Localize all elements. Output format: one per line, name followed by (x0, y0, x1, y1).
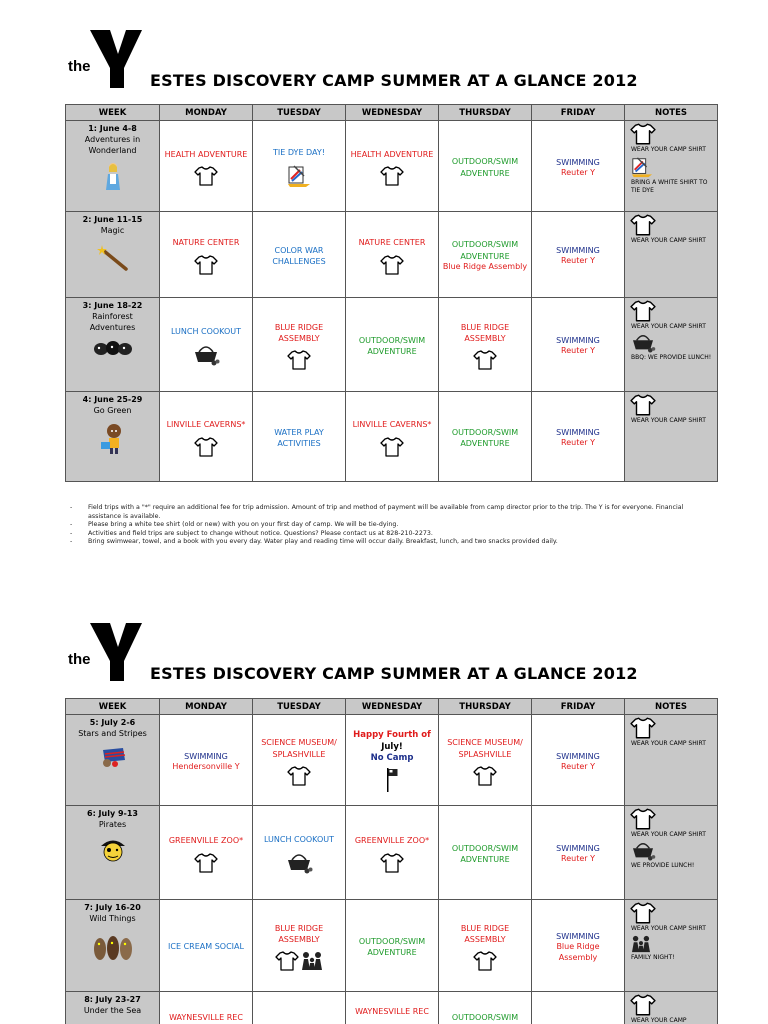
day-cell (439, 900, 532, 992)
day-cell (346, 715, 439, 806)
picnic-basket-icon (192, 344, 220, 366)
activity-text: OUTDOOR/SWIM ADVENTURE (451, 157, 519, 178)
day-cell (160, 715, 253, 806)
activity-text: GREENVILLE ZOO* (168, 836, 244, 846)
activity-text: NATURE CENTER (358, 238, 426, 248)
day-cell (160, 992, 253, 1024)
day-cell (253, 121, 346, 212)
page-title: ESTES DISCOVERY CAMP SUMMER AT A GLANCE 2012 (150, 664, 638, 683)
tshirt-icon (275, 951, 299, 971)
activity-text: SWIMMING (556, 336, 600, 345)
tshirt-icon (630, 300, 656, 322)
week-number: 8: July 23-27 (84, 995, 141, 1004)
schedule-table-june (65, 104, 718, 482)
picnic-basket-icon (630, 333, 656, 353)
col-week: WEEK (66, 699, 160, 715)
note-text: WEAR YOUR CAMP (631, 1017, 687, 1024)
activity-text: SCIENCE MUSEUM/ SPLASHVILLE (261, 738, 337, 759)
week-number: 4: June 25-29 (82, 395, 143, 404)
week-cell (66, 715, 160, 806)
day-cell (160, 900, 253, 992)
tshirt-icon (630, 717, 656, 739)
week-cell (66, 392, 160, 482)
tshirt-icon (630, 123, 656, 145)
activity-text: SWIMMING (556, 157, 600, 167)
tshirt-icon (473, 350, 497, 370)
rainforest-animals-icon (93, 339, 133, 357)
holiday-text: July! (381, 741, 403, 752)
footnotes-list (70, 504, 710, 547)
tshirt-icon (380, 437, 404, 457)
day-cell (532, 212, 625, 298)
activity-text: SWIMMING (184, 751, 228, 761)
activity-text: OUTDOOR/SWIM (451, 1013, 519, 1022)
week-theme: Rainforest Adventures (89, 311, 136, 332)
col-tuesday: TUESDAY (253, 105, 346, 121)
col-monday: MONDAY (160, 105, 253, 121)
day-cell (160, 392, 253, 482)
picnic-basket-icon (285, 852, 313, 874)
week-number: 6: July 9-13 (87, 809, 138, 818)
week-cell (66, 900, 160, 992)
col-thursday: THURSDAY (439, 699, 532, 715)
table-row (66, 298, 718, 392)
holiday-text: Happy Fourth of (353, 730, 431, 741)
week-number: 1: June 4-8 (88, 124, 137, 133)
day-cell (439, 992, 532, 1024)
col-wednesday: WEDNESDAY (346, 105, 439, 121)
notes-cell (625, 992, 718, 1024)
week-theme: Adventures in Wonderland (84, 134, 141, 155)
activity-text: TIE DYE DAY! (272, 147, 325, 157)
activity-text: SWIMMING (556, 931, 600, 941)
day-cell (253, 298, 346, 392)
activity-text: LUNCH COOKOUT (170, 327, 242, 337)
week-cell (66, 298, 160, 392)
table-header-row (66, 105, 718, 121)
activity-text: GREENVILLE ZOO* (354, 836, 430, 846)
activity-location: Hendersonville Y (172, 761, 240, 771)
activity-location: Blue Ridge Assembly (442, 261, 528, 271)
day-cell (253, 392, 346, 482)
week-theme: Wild Things (89, 913, 136, 923)
notes-cell (625, 806, 718, 900)
day-cell (253, 900, 346, 992)
note-text: WEAR YOUR CAMP SHIRT (631, 417, 706, 424)
notes-cell (625, 392, 718, 482)
tshirt-icon (194, 437, 218, 457)
activity-text: WAYNESVILLE REC (169, 1013, 243, 1022)
week-cell (66, 121, 160, 212)
picnic-basket-icon (630, 841, 656, 861)
tshirt-icon (380, 853, 404, 873)
activity-text: OUTDOOR/SWIM ADVENTURE (451, 240, 519, 261)
day-cell (346, 298, 439, 392)
tshirt-icon (287, 766, 311, 786)
col-week: WEEK (66, 105, 160, 121)
table-row (66, 992, 718, 1024)
activity-text: OUTDOOR/SWIM ADVENTURE (358, 335, 426, 356)
day-cell (532, 900, 625, 992)
logo-the-text: the (68, 651, 91, 668)
magic-wand-icon (96, 243, 130, 273)
activity-text: LINVILLE CAVERNS* (352, 420, 432, 430)
notes-cell (625, 715, 718, 806)
page-title: ESTES DISCOVERY CAMP SUMMER AT A GLANCE 2012 (150, 71, 638, 90)
day-cell (253, 715, 346, 806)
day-cell (439, 806, 532, 900)
pirate-icon (99, 837, 127, 863)
col-tuesday: TUESDAY (253, 699, 346, 715)
day-cell (346, 212, 439, 298)
day-cell (160, 121, 253, 212)
tshirt-icon (194, 853, 218, 873)
notes-cell (625, 298, 718, 392)
note-text: WE PROVIDE LUNCH! (631, 861, 695, 869)
tie-dye-icon (630, 156, 654, 178)
day-cell (532, 298, 625, 392)
activity-text: BLUE RIDGE ASSEMBLY (460, 923, 510, 944)
footnote: - Bring swimwear, towel, and a book with you every day. Water play and reading time will occur daily. Breakfast, lunch, and two snacks provided daily. (70, 538, 710, 547)
note-text: WEAR YOUR CAMP SHIRT (631, 925, 706, 932)
week-theme: Stars and Stripes (78, 728, 147, 738)
note-text: WEAR YOUR CAMP SHIRT (631, 146, 706, 153)
alice-icon (105, 162, 121, 194)
ymca-y-logo-icon (88, 28, 144, 90)
day-cell (346, 392, 439, 482)
ymca-logo (68, 621, 148, 681)
week-number: 7: July 16-20 (84, 903, 141, 912)
footnote: - Activities and field trips are subject to change without notice. Questions? Please contact us at 828-210-2273. (70, 530, 710, 539)
tshirt-icon (630, 994, 656, 1016)
tie-dye-icon (286, 164, 312, 188)
col-thursday: THURSDAY (439, 105, 532, 121)
day-cell (160, 212, 253, 298)
day-cell (439, 298, 532, 392)
table-row (66, 392, 718, 482)
ymca-logo (68, 28, 148, 88)
day-cell (532, 121, 625, 212)
day-cell (532, 392, 625, 482)
activity-text: BLUE RIDGE ASSEMBLY (274, 322, 324, 343)
day-cell (253, 212, 346, 298)
week-number: 3: June 18-22 (82, 301, 143, 310)
tshirt-icon (473, 951, 497, 971)
week-theme: Magic (100, 225, 125, 235)
flag-icon (385, 767, 399, 793)
week-theme: Go Green (93, 405, 132, 415)
logo-the-text: the (68, 58, 91, 75)
week-cell (66, 212, 160, 298)
activity-location: Reuter Y (561, 346, 595, 356)
footnote: - Field trips with a "*" require an additional fee for trip admission. Amount of trip and method of payment will be available from camp director prior to the trip. The Y is for everyone. Financial assistance is available. (70, 504, 710, 521)
activity-text: SCIENCE MUSEUM/ SPLASHVILLE (447, 738, 523, 759)
day-cell (439, 392, 532, 482)
day-cell (439, 121, 532, 212)
week-cell (66, 806, 160, 900)
notes-cell (625, 121, 718, 212)
note-text: FAMILY NIGHT! (631, 953, 675, 961)
activity-text: SWIMMING (556, 844, 600, 853)
tshirt-icon (380, 255, 404, 275)
activity-location: Reuter Y (561, 854, 595, 864)
tshirt-icon (630, 214, 656, 236)
day-cell (160, 298, 253, 392)
tshirt-icon (630, 902, 656, 924)
schedule-table-july (65, 698, 718, 1024)
note-text: WEAR YOUR CAMP SHIRT (631, 831, 706, 838)
day-cell (439, 715, 532, 806)
day-cell (346, 121, 439, 212)
activity-location: Reuter Y (561, 761, 595, 771)
table-row (66, 212, 718, 298)
note-text: WEAR YOUR CAMP SHIRT (631, 740, 706, 747)
activity-text: WATER PLAY ACTIVITIES (274, 427, 324, 448)
tshirt-icon (630, 394, 656, 416)
note-text: BBQ: WE PROVIDE LUNCH! (631, 353, 712, 361)
activity-text: NATURE CENTER (172, 238, 240, 248)
col-friday: FRIDAY (532, 699, 625, 715)
col-notes: NOTES (625, 699, 718, 715)
activity-text: ICE CREAM SOCIAL (168, 942, 244, 952)
week-theme: Under the Sea (83, 1005, 142, 1015)
week-number: 2: June 11-15 (82, 215, 143, 224)
activity-text: SWIMMING (556, 751, 600, 761)
activity-text: OUTDOOR/SWIM ADVENTURE (451, 427, 519, 448)
activity-location: Reuter Y (561, 256, 595, 266)
activity-text: BLUE RIDGE ASSEMBLY (460, 322, 510, 343)
tshirt-icon (630, 808, 656, 830)
day-cell (346, 900, 439, 992)
day-cell (253, 806, 346, 900)
day-cell (160, 806, 253, 900)
week-cell (66, 992, 160, 1024)
activity-text: OUTDOOR/SWIM ADVENTURE (451, 843, 519, 864)
activity-location: Reuter Y (561, 438, 595, 448)
activity-text: OUTDOOR/SWIM ADVENTURE (358, 936, 426, 957)
note-text: WEAR YOUR CAMP SHIRT (631, 323, 706, 330)
family-icon (301, 951, 323, 971)
activity-text: LINVILLE CAVERNS* (166, 420, 246, 430)
notes-cell (625, 212, 718, 298)
day-cell (532, 715, 625, 806)
footnote: - Please bring a white tee shirt (old or new) with you on your first day of camp. We will be tie-dying. (70, 521, 710, 530)
table-row (66, 806, 718, 900)
tshirt-icon (194, 166, 218, 186)
activity-text: WAYNESVILLE REC (355, 1007, 429, 1016)
activity-location: Blue Ridge Assembly (556, 941, 600, 962)
activity-location: Reuter Y (561, 167, 595, 177)
logo-mark-text: YMCA (125, 659, 136, 676)
day-cell (532, 992, 625, 1024)
activity-text: SWIMMING (556, 428, 600, 437)
table-header-row (66, 699, 718, 715)
day-cell (532, 806, 625, 900)
activity-text: COLOR WAR CHALLENGES (272, 245, 326, 266)
activity-text: HEALTH ADVENTURE (350, 149, 434, 159)
activity-text: HEALTH ADVENTURE (164, 149, 248, 159)
activity-text: BLUE RIDGE ASSEMBLY (274, 923, 324, 944)
family-icon (630, 935, 652, 953)
note-text: BRING A WHITE SHIRT TO TIE DYE (631, 178, 708, 194)
flag-animal-icon (97, 746, 129, 768)
ymca-y-logo-icon (88, 621, 144, 683)
week-theme: Pirates (98, 819, 127, 829)
day-cell (346, 992, 439, 1024)
notes-cell (625, 900, 718, 992)
tshirt-icon (380, 166, 404, 186)
table-row (66, 715, 718, 806)
activity-text: SWIMMING (556, 246, 600, 255)
no-camp-text: No Camp (370, 753, 414, 764)
week-number: 5: July 2-6 (89, 718, 136, 727)
activity-text: LUNCH COOKOUT (263, 835, 335, 845)
day-cell (439, 212, 532, 298)
tshirt-icon (287, 350, 311, 370)
wild-things-icon (93, 931, 133, 961)
col-notes: NOTES (625, 105, 718, 121)
col-wednesday: WEDNESDAY (346, 699, 439, 715)
col-monday: MONDAY (160, 699, 253, 715)
table-row (66, 121, 718, 212)
col-friday: FRIDAY (532, 105, 625, 121)
table-row (66, 900, 718, 992)
note-text: WEAR YOUR CAMP SHIRT (631, 237, 706, 244)
day-cell (346, 806, 439, 900)
tshirt-icon (473, 766, 497, 786)
recycling-kid-icon (100, 423, 126, 455)
tshirt-icon (194, 255, 218, 275)
day-cell (253, 992, 346, 1024)
logo-mark-text: YMCA (125, 66, 136, 83)
